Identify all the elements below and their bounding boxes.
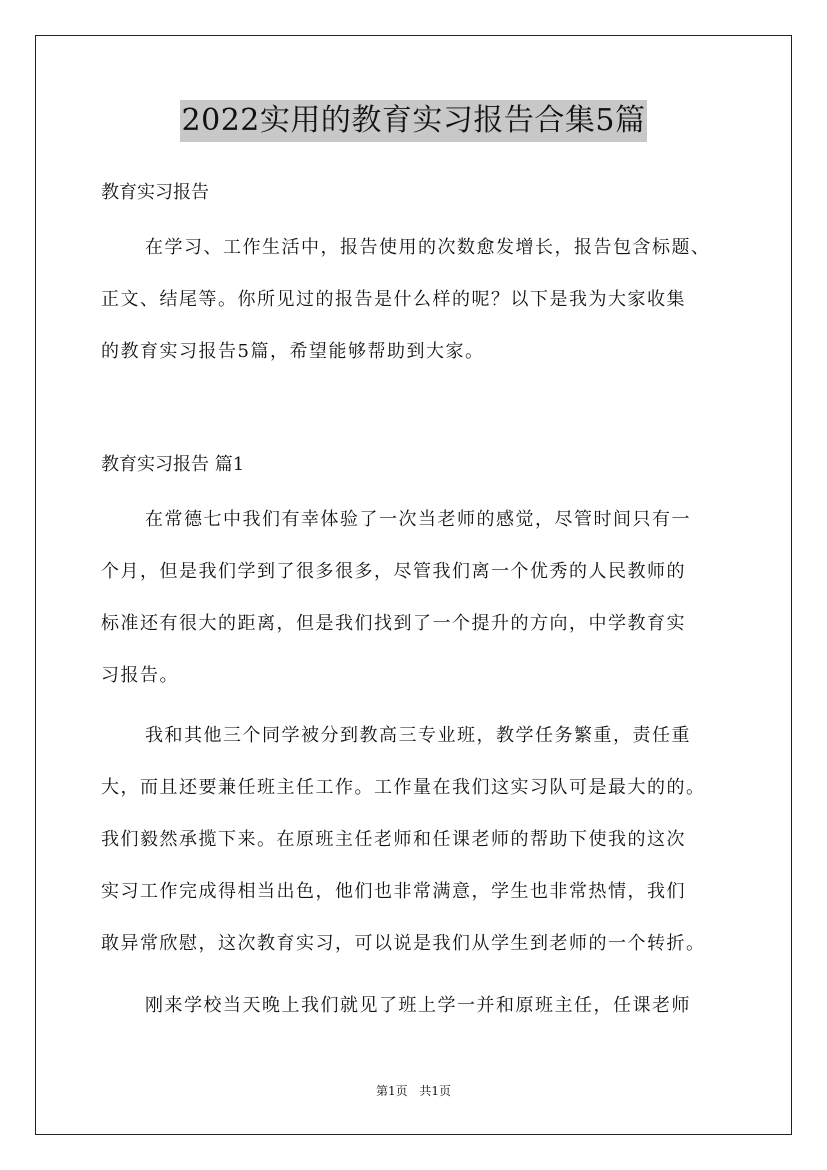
paragraph-line: 正文、结尾等。你所见过的报告是什么样的呢？以下是我为大家收集 <box>101 289 686 310</box>
section-heading: 教育实习报告 篇1 <box>101 454 245 475</box>
title-container <box>0 100 827 142</box>
paragraph-line: 的教育实习报告5篇，希望能够帮助到大家。 <box>101 341 485 362</box>
intro-heading: 教育实习报告 <box>101 182 209 203</box>
paragraph-line: 大，而且还要兼任班主任工作。工作量在我们这实习队可是最大的的。 <box>101 777 706 798</box>
section1-paragraph-1 <box>101 508 741 688</box>
paragraph-line: 标准还有很大的距离，但是我们找到了一个提升的方向，中学教育实 <box>101 613 686 634</box>
paragraph-line: 敢异常欣慰，这次教育实习，可以说是我们从学生到老师的一个转折。 <box>101 933 706 954</box>
page-total: 共1页 <box>419 1084 452 1098</box>
paragraph-line: 我们毅然承揽下来。在原班主任老师和任课老师的帮助下使我的这次 <box>101 829 686 850</box>
paragraph-line: 在常德七中我们有幸体验了一次当老师的感觉，尽管时间只有一 <box>145 509 691 530</box>
paragraph-line: 习报告。 <box>101 665 179 686</box>
page-footer <box>0 1083 827 1099</box>
page-number: 第1页 <box>375 1084 408 1098</box>
section1-paragraph-2 <box>101 724 741 956</box>
paragraph-line: 在学习、工作生活中，报告使用的次数愈发增长，报告包含标题、 <box>145 237 711 258</box>
paragraph-line: 刚来学校当天晚上我们就见了班上学一并和原班主任，任课老师 <box>145 995 691 1016</box>
paragraph-line: 实习工作完成得相当出色，他们也非常满意，学生也非常热情，我们 <box>101 881 686 902</box>
paragraph-line: 个月，但是我们学到了很多很多，尽管我们离一个优秀的人民教师的 <box>101 561 686 582</box>
section1-paragraph-3 <box>101 994 741 1018</box>
intro-paragraph <box>101 236 741 364</box>
document-title: 2022实用的教育实习报告合集5篇 <box>180 100 648 142</box>
paragraph-line: 我和其他三个同学被分到教高三专业班，教学任务繁重，责任重 <box>145 725 691 746</box>
